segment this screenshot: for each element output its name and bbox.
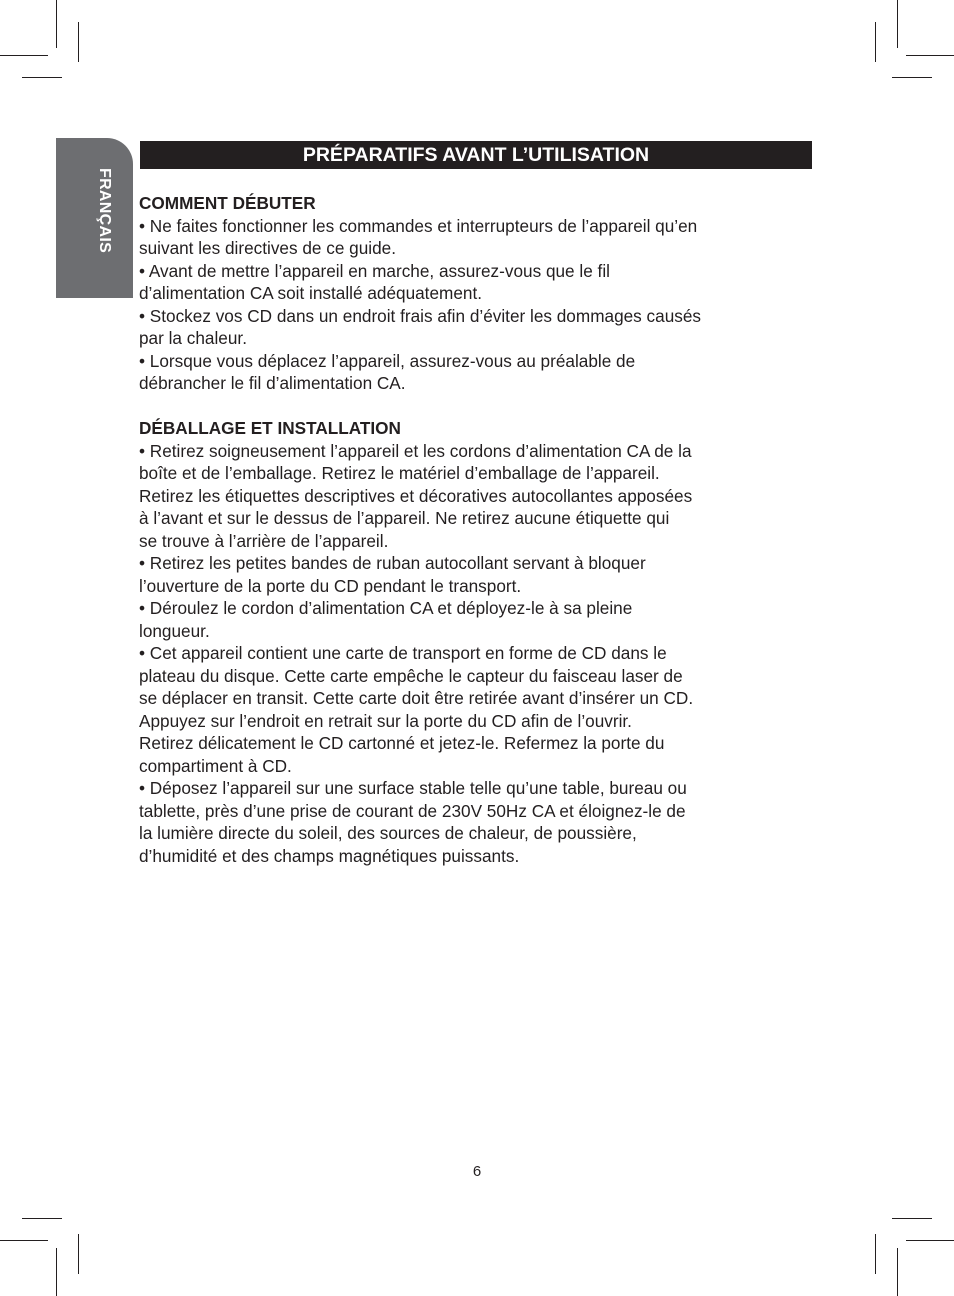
- section-getting-started: [139, 192, 779, 395]
- page-content: [139, 192, 779, 867]
- text-line: l’ouverture de la porte du CD pendant le transport.: [139, 575, 522, 596]
- page-number: 6: [472, 1163, 482, 1180]
- crop-mark: [78, 1234, 79, 1274]
- text-line: la lumière directe du soleil, des sources de chaleur, de poussière,: [139, 823, 637, 843]
- crop-mark: [0, 55, 48, 56]
- text-line: suivant les directives de ce guide.: [139, 238, 396, 258]
- section-heading: COMMENT DÉBUTER: [139, 193, 316, 213]
- text-line: d’humidité et des champs magnétiques puissants.: [139, 845, 520, 866]
- text-line: longueur.: [139, 620, 210, 641]
- crop-mark: [22, 77, 62, 78]
- section-gap: [139, 395, 779, 418]
- text-line: par la chaleur.: [139, 328, 247, 348]
- crop-mark: [897, 0, 898, 48]
- crop-mark: [0, 1240, 48, 1241]
- text-line: • Déroulez le cordon d’alimentation CA et déployez-le à sa pleine: [139, 598, 633, 618]
- text-line: d’alimentation CA soit installé adéquatement.: [139, 283, 483, 303]
- text-line: se déplacer en transit. Cette carte doit être retirée avant d’insérer un CD.: [139, 688, 694, 708]
- crop-mark: [906, 1240, 954, 1241]
- text-line: se trouve à l’arrière de l’appareil.: [139, 530, 389, 551]
- crop-mark: [22, 1218, 62, 1219]
- crop-mark: [892, 77, 932, 78]
- crop-mark: [56, 1248, 57, 1296]
- text-line: débrancher le fil d’alimentation CA.: [139, 373, 406, 393]
- crop-mark: [56, 0, 57, 48]
- text-line: • Stockez vos CD dans un endroit frais afin d’éviter les dommages causés: [139, 305, 702, 326]
- text-line: plateau du disque. Cette carte empêche le capteur du faisceau laser de: [139, 665, 683, 686]
- crop-mark: [875, 1234, 876, 1274]
- text-line: • Cet appareil contient une carte de transport en forme de CD dans le: [139, 643, 667, 663]
- text-line: compartiment à CD.: [139, 755, 292, 776]
- text-line: tablette, près d’une prise de courant de 230V 50Hz CA et éloignez-le de: [139, 800, 686, 821]
- section-heading: DÉBALLAGE ET INSTALLATION: [139, 418, 401, 438]
- crop-mark: [875, 22, 876, 62]
- crop-mark: [897, 1248, 898, 1296]
- text-line: • Avant de mettre l’appareil en marche, assurez-vous que le fil: [139, 260, 610, 281]
- crop-mark: [906, 55, 954, 56]
- text-line: • Déposez l’appareil sur une surface stable telle qu’une table, bureau ou: [139, 778, 687, 798]
- text-line: boîte et de l’emballage. Retirez le matériel d’emballage de l’appareil.: [139, 463, 660, 483]
- text-line: Retirez les étiquettes descriptives et décoratives autocollantes apposées: [139, 485, 693, 506]
- language-tab-label: FRANÇAIS: [96, 168, 113, 254]
- text-line: • Ne faites fonctionner les commandes et interrupteurs de l’appareil qu’en: [139, 215, 698, 236]
- text-line: • Lorsque vous déplacez l’appareil, assurez-vous au préalable de: [139, 350, 636, 371]
- text-line: • Retirez soigneusement l’appareil et les cordons d’alimentation CA de la: [139, 440, 692, 461]
- crop-mark: [78, 22, 79, 62]
- section-unpacking: [139, 417, 779, 867]
- text-line: Appuyez sur l’endroit en retrait sur la porte du CD afin de l’ouvrir.: [139, 710, 632, 731]
- crop-mark: [892, 1218, 932, 1219]
- text-line: • Retirez les petites bandes de ruban autocollant servant à bloquer: [139, 553, 646, 573]
- text-line: Retirez délicatement le CD cartonné et jetez-le. Refermez la porte du: [139, 733, 665, 753]
- text-line: à l’avant et sur le dessus de l’appareil. Ne retirez aucune étiquette qui: [139, 508, 670, 528]
- section-title: PRÉPARATIFS AVANT L’UTILISATION: [140, 141, 812, 169]
